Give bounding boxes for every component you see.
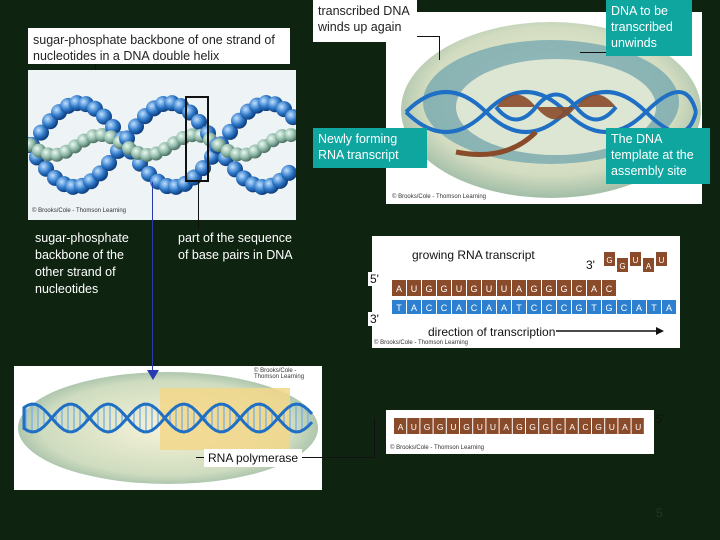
mrna-base-letter: G [436,422,444,432]
dna-base-letter: C [470,303,478,313]
dna-base-letter: A [455,303,463,313]
dna-base-letter: C [560,303,568,313]
rna-base-letter: C [605,284,613,294]
rna-base-letter: G [545,284,553,294]
label-backbone-one-text: sugar-phosphate backbone of one strand of nucleotides in a DNA double helix [33,33,275,63]
label-unwinds: DNA to be transcribed unwinds [606,0,692,56]
label-template: The DNA template at the assembly site [606,128,710,184]
rna-base-letter: G [425,284,433,294]
dna-base-letter: C [440,303,448,313]
dna-base-letter: T [651,303,657,313]
highlight-base-pairs-box [185,96,209,182]
mrna-base-letter: A [569,422,576,432]
dna-base-letter: C [620,303,628,313]
dna-base-letter: A [665,303,673,313]
dna-base-letter: T [396,303,402,313]
mrna-base-letter: G [595,422,602,432]
credit-transcription: © Brooks/Cole - Thomson Learning [392,194,487,200]
rna-base-letter: G [470,284,478,294]
mrna-base-letter: A [503,422,510,432]
label-five-prime-right: 5' [658,312,667,326]
label-backbone-other-strand: sugar-phosphate backbone of the other strand of nucleotides [35,231,129,296]
mrna-base-letter: G [423,422,431,432]
mrna-base-letter: U [489,422,497,432]
dna-base-letter: T [591,303,597,313]
rna-base-letter: G [530,284,538,294]
credit-mrna: © Brooks/Cole - Thomson Learning [390,445,485,451]
mrna-base-letter: C [582,422,589,432]
rna-base-letter: A [395,284,403,294]
mrna-base-letter: U [450,422,457,432]
helix-model-graphic [28,70,296,220]
dna-base-letter: T [516,303,522,313]
label-growing: growing RNA transcript [412,248,535,262]
label-base-pairs: part of the sequence of base pairs in DNA [178,231,293,262]
rna-base-letter: U [455,284,463,294]
rna-base-letter: A [590,284,598,294]
rna-base-letter: A [515,284,523,294]
rna-base-letter: U [410,284,418,294]
dna-base-letter: G [605,303,613,313]
polymerase-illustration [14,366,322,490]
label-rewinds: transcribed DNA winds up again [313,0,417,42]
dna-base-letter: C [425,303,433,313]
dna-helix-photo [28,70,296,220]
rna-base-letter: C [575,284,583,294]
mrna-base-letter: C [555,422,563,432]
rna-base-letter: U [500,284,508,294]
mrna-base-letter: G [463,422,470,432]
dna-base-letter: C [530,303,538,313]
mrna-base-letter: U [608,422,615,432]
connector-arrowhead [147,370,159,380]
rna-base-letter: G [440,284,448,294]
dna-base-letter: A [485,303,493,313]
mrna-base-letter: U [635,422,642,432]
label-five-prime-left: 5' [370,272,379,286]
label-backbone-one-strand [28,28,290,64]
connector-line [152,182,153,372]
label-direction-wrap [428,323,555,341]
label-three-prime-top: 3' [586,258,595,272]
dna-base-letter: C [545,303,553,313]
pointer-rewinds-v [439,36,440,60]
pointer-polymerase-v [374,418,375,458]
credit-sequence: © Brooks/Cole - Thomson Learning [374,340,469,346]
free-base-letter: U [658,256,665,265]
label-rna-forming: Newly forming RNA transcript [313,128,427,168]
label-polymerase-wrap [204,449,302,467]
mrna-base-letter: G [516,422,523,432]
mrna-base-letter: G [542,422,550,432]
page-number: 5 [656,506,663,520]
pointer-line-base-pairs [198,182,199,230]
dna-base-letter: A [410,303,418,313]
rna-base-letter: G [560,284,568,294]
mrna-base-letter: U [410,422,417,432]
free-base-letter: G [619,262,626,271]
mrna-base-letter: A [622,422,628,432]
label-three-prime-left: 3' [370,312,379,326]
pointer-rewinds-h [417,36,439,37]
mrna-base-letter: G [529,422,536,432]
label-polymerase: RNA polymerase [208,451,299,465]
label-direction: direction of transcription [428,325,556,339]
dna-base-letter: G [575,303,583,313]
credit-helix-photo: © Brooks/Cole - Thomson Learning [32,208,127,214]
free-base-letter: A [645,262,652,271]
credit-bubble: © Brooks/Cole - Thomson Learning [254,368,305,380]
dna-base-letter: A [500,303,508,313]
label-five-prime-bottom: 5' [656,412,665,426]
mrna-base-letter: U [476,422,483,432]
dna-base-letter: A [635,303,643,313]
direction-arrow [556,326,666,336]
free-base-letter: G [606,256,613,265]
mrna-base-letter: A [397,422,404,432]
polymerase-graphic [14,366,322,490]
rna-base-letter: U [485,284,493,294]
mrna-strip [386,410,654,454]
free-base-letter: U [632,256,639,265]
pointer-unwinds [580,52,606,53]
